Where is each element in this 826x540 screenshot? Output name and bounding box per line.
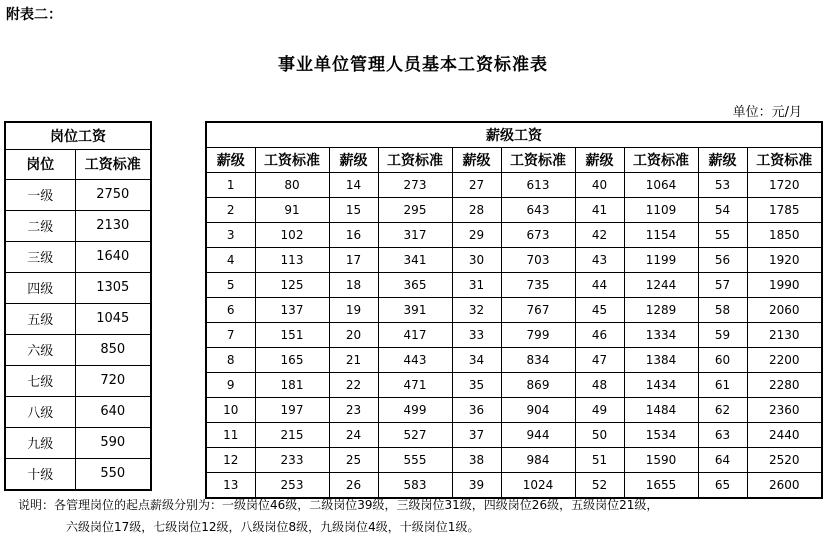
- grade-salary-cell: 215: [255, 422, 329, 447]
- post-level-cell: 十级: [5, 458, 75, 490]
- table-row: [5, 427, 151, 458]
- grade-cell: 56: [698, 247, 747, 272]
- table-row: [206, 347, 822, 372]
- table-row: [5, 241, 151, 272]
- grade-cell: 3: [206, 222, 255, 247]
- grade-salary-cell: 1785: [747, 197, 822, 222]
- grade-column-header: 薪级: [452, 147, 501, 172]
- standard-column-header: 工资标准: [75, 149, 151, 179]
- table-row: [206, 397, 822, 422]
- grade-salary-cell: 2200: [747, 347, 822, 372]
- grade-salary-cell: 944: [501, 422, 575, 447]
- grade-salary-cell: 125: [255, 272, 329, 297]
- grade-cell: 39: [452, 472, 501, 498]
- grade-salary-cell: 2060: [747, 297, 822, 322]
- table-row: [206, 197, 822, 222]
- table-row: [5, 365, 151, 396]
- grade-salary-cell: 1484: [624, 397, 698, 422]
- grade-salary-table: [205, 121, 823, 499]
- grade-cell: 65: [698, 472, 747, 498]
- grade-cell: 14: [329, 172, 378, 197]
- grade-salary-cell: 613: [501, 172, 575, 197]
- grade-cell: 49: [575, 397, 624, 422]
- table-row: [206, 297, 822, 322]
- table-row: [5, 179, 151, 210]
- grade-salary-cell: 2360: [747, 397, 822, 422]
- grade-cell: 34: [452, 347, 501, 372]
- grade-cell: 63: [698, 422, 747, 447]
- post-salary-cell: 1305: [75, 272, 151, 303]
- grade-cell: 12: [206, 447, 255, 472]
- grade-cell: 40: [575, 172, 624, 197]
- post-salary-cell: 1045: [75, 303, 151, 334]
- grade-cell: 27: [452, 172, 501, 197]
- table-row: [206, 172, 822, 197]
- grade-salary-cell: 799: [501, 322, 575, 347]
- table-row: [5, 303, 151, 334]
- post-level-cell: 五级: [5, 303, 75, 334]
- grade-cell: 54: [698, 197, 747, 222]
- table-row: [5, 210, 151, 241]
- grade-salary-cell: 1990: [747, 272, 822, 297]
- grade-cell: 44: [575, 272, 624, 297]
- standard-column-header: 工资标准: [378, 147, 452, 172]
- grade-salary-cell: 1850: [747, 222, 822, 247]
- grade-salary-cell: 1154: [624, 222, 698, 247]
- grade-salary-cell: 165: [255, 347, 329, 372]
- post-salary-cell: 640: [75, 396, 151, 427]
- grade-table-title: 薪级工资: [206, 122, 822, 147]
- grade-salary-cell: 443: [378, 347, 452, 372]
- grade-salary-cell: 317: [378, 222, 452, 247]
- post-salary-table: [4, 121, 152, 491]
- post-column-header: 岗位: [5, 149, 75, 179]
- grade-cell: 32: [452, 297, 501, 322]
- table-row: [5, 334, 151, 365]
- grade-cell: 30: [452, 247, 501, 272]
- grade-salary-cell: 1289: [624, 297, 698, 322]
- grade-cell: 37: [452, 422, 501, 447]
- grade-cell: 64: [698, 447, 747, 472]
- grade-cell: 45: [575, 297, 624, 322]
- post-level-cell: 七级: [5, 365, 75, 396]
- grade-salary-cell: 703: [501, 247, 575, 272]
- grade-cell: 4: [206, 247, 255, 272]
- grade-cell: 62: [698, 397, 747, 422]
- grade-salary-cell: 91: [255, 197, 329, 222]
- grade-salary-cell: 673: [501, 222, 575, 247]
- grade-salary-cell: 391: [378, 297, 452, 322]
- grade-salary-cell: 527: [378, 422, 452, 447]
- grade-cell: 41: [575, 197, 624, 222]
- grade-salary-cell: 499: [378, 397, 452, 422]
- grade-cell: 28: [452, 197, 501, 222]
- post-salary-cell: 720: [75, 365, 151, 396]
- grade-salary-cell: 583: [378, 472, 452, 498]
- grade-cell: 47: [575, 347, 624, 372]
- grade-cell: 15: [329, 197, 378, 222]
- grade-salary-cell: 1720: [747, 172, 822, 197]
- grade-cell: 13: [206, 472, 255, 498]
- grade-salary-cell: 80: [255, 172, 329, 197]
- grade-cell: 20: [329, 322, 378, 347]
- grade-cell: 22: [329, 372, 378, 397]
- table-row: [206, 372, 822, 397]
- grade-salary-cell: 417: [378, 322, 452, 347]
- grade-salary-cell: 102: [255, 222, 329, 247]
- post-level-cell: 六级: [5, 334, 75, 365]
- grade-cell: 61: [698, 372, 747, 397]
- grade-salary-cell: 555: [378, 447, 452, 472]
- grade-salary-cell: 253: [255, 472, 329, 498]
- post-table-title: 岗位工资: [5, 122, 151, 149]
- grade-salary-cell: 233: [255, 447, 329, 472]
- grade-salary-cell: 137: [255, 297, 329, 322]
- grade-cell: 52: [575, 472, 624, 498]
- post-salary-cell: 1640: [75, 241, 151, 272]
- grade-salary-cell: 1655: [624, 472, 698, 498]
- post-level-cell: 一级: [5, 179, 75, 210]
- table-row: [5, 458, 151, 490]
- grade-cell: 36: [452, 397, 501, 422]
- grade-cell: 18: [329, 272, 378, 297]
- grade-salary-cell: 295: [378, 197, 452, 222]
- grade-column-header: 薪级: [206, 147, 255, 172]
- table-row: [206, 247, 822, 272]
- post-level-cell: 四级: [5, 272, 75, 303]
- grade-column-header: 薪级: [575, 147, 624, 172]
- grade-salary-cell: 2520: [747, 447, 822, 472]
- grade-cell: 29: [452, 222, 501, 247]
- grade-salary-cell: 2600: [747, 472, 822, 498]
- grade-salary-cell: 1064: [624, 172, 698, 197]
- table-row: [206, 472, 822, 498]
- grade-cell: 21: [329, 347, 378, 372]
- grade-cell: 26: [329, 472, 378, 498]
- grade-salary-cell: 834: [501, 347, 575, 372]
- grade-cell: 33: [452, 322, 501, 347]
- grade-cell: 51: [575, 447, 624, 472]
- table-row: [5, 396, 151, 427]
- attachment-label: 附表二：: [6, 7, 62, 23]
- document-title: 事业单位管理人员基本工资标准表: [278, 55, 548, 75]
- grade-cell: 53: [698, 172, 747, 197]
- note-line-1: 说明：各管理岗位的起点薪级分别为：一级岗位46级，二级岗位39级，三级岗位31级，四级岗位26级，五级岗位21级，: [18, 498, 659, 512]
- grade-salary-cell: 113: [255, 247, 329, 272]
- grade-cell: 24: [329, 422, 378, 447]
- table-row: [5, 272, 151, 303]
- grade-cell: 9: [206, 372, 255, 397]
- grade-salary-cell: 1590: [624, 447, 698, 472]
- grade-salary-cell: 197: [255, 397, 329, 422]
- post-level-cell: 九级: [5, 427, 75, 458]
- grade-cell: 42: [575, 222, 624, 247]
- grade-salary-cell: 735: [501, 272, 575, 297]
- post-salary-cell: 2750: [75, 179, 151, 210]
- grade-salary-cell: 1109: [624, 197, 698, 222]
- grade-salary-cell: 2130: [747, 322, 822, 347]
- grade-salary-cell: 471: [378, 372, 452, 397]
- grade-column-header: 薪级: [698, 147, 747, 172]
- grade-salary-cell: 365: [378, 272, 452, 297]
- post-salary-cell: 850: [75, 334, 151, 365]
- grade-cell: 50: [575, 422, 624, 447]
- grade-salary-cell: 1334: [624, 322, 698, 347]
- grade-cell: 23: [329, 397, 378, 422]
- post-salary-cell: 2130: [75, 210, 151, 241]
- grade-cell: 10: [206, 397, 255, 422]
- grade-salary-cell: 341: [378, 247, 452, 272]
- unit-label: 单位：元/月: [732, 105, 802, 120]
- grade-cell: 57: [698, 272, 747, 297]
- table-row: [206, 422, 822, 447]
- grade-cell: 31: [452, 272, 501, 297]
- grade-salary-cell: 1920: [747, 247, 822, 272]
- grade-cell: 55: [698, 222, 747, 247]
- table-row: [206, 447, 822, 472]
- grade-cell: 35: [452, 372, 501, 397]
- grade-salary-cell: 869: [501, 372, 575, 397]
- grade-salary-cell: 1024: [501, 472, 575, 498]
- grade-cell: 8: [206, 347, 255, 372]
- grade-salary-cell: 984: [501, 447, 575, 472]
- grade-salary-cell: 904: [501, 397, 575, 422]
- grade-cell: 6: [206, 297, 255, 322]
- grade-cell: 46: [575, 322, 624, 347]
- grade-cell: 1: [206, 172, 255, 197]
- grade-cell: 16: [329, 222, 378, 247]
- grade-cell: 60: [698, 347, 747, 372]
- grade-cell: 19: [329, 297, 378, 322]
- grade-cell: 58: [698, 297, 747, 322]
- post-level-cell: 三级: [5, 241, 75, 272]
- grade-cell: 43: [575, 247, 624, 272]
- grade-salary-cell: 1199: [624, 247, 698, 272]
- grade-salary-cell: 767: [501, 297, 575, 322]
- standard-column-header: 工资标准: [255, 147, 329, 172]
- post-level-cell: 八级: [5, 396, 75, 427]
- table-row: [206, 322, 822, 347]
- grade-column-header: 薪级: [329, 147, 378, 172]
- post-salary-cell: 590: [75, 427, 151, 458]
- post-salary-cell: 550: [75, 458, 151, 490]
- note-line-2: 六级岗位17级，七级岗位12级，八级岗位8级，九级岗位4级，十级岗位1级。: [66, 520, 480, 534]
- grade-cell: 7: [206, 322, 255, 347]
- grade-salary-cell: 151: [255, 322, 329, 347]
- standard-column-header: 工资标准: [624, 147, 698, 172]
- grade-cell: 2: [206, 197, 255, 222]
- grade-salary-cell: 1434: [624, 372, 698, 397]
- table-row: [206, 222, 822, 247]
- post-level-cell: 二级: [5, 210, 75, 241]
- table-row: [206, 272, 822, 297]
- grade-salary-cell: 1384: [624, 347, 698, 372]
- grade-cell: 38: [452, 447, 501, 472]
- grade-salary-cell: 181: [255, 372, 329, 397]
- grade-salary-cell: 2280: [747, 372, 822, 397]
- grade-cell: 48: [575, 372, 624, 397]
- grade-salary-cell: 643: [501, 197, 575, 222]
- grade-cell: 25: [329, 447, 378, 472]
- grade-cell: 5: [206, 272, 255, 297]
- standard-column-header: 工资标准: [747, 147, 822, 172]
- grade-salary-cell: 1534: [624, 422, 698, 447]
- grade-cell: 17: [329, 247, 378, 272]
- grade-salary-cell: 273: [378, 172, 452, 197]
- grade-salary-cell: 2440: [747, 422, 822, 447]
- grade-salary-cell: 1244: [624, 272, 698, 297]
- grade-cell: 59: [698, 322, 747, 347]
- grade-cell: 11: [206, 422, 255, 447]
- standard-column-header: 工资标准: [501, 147, 575, 172]
